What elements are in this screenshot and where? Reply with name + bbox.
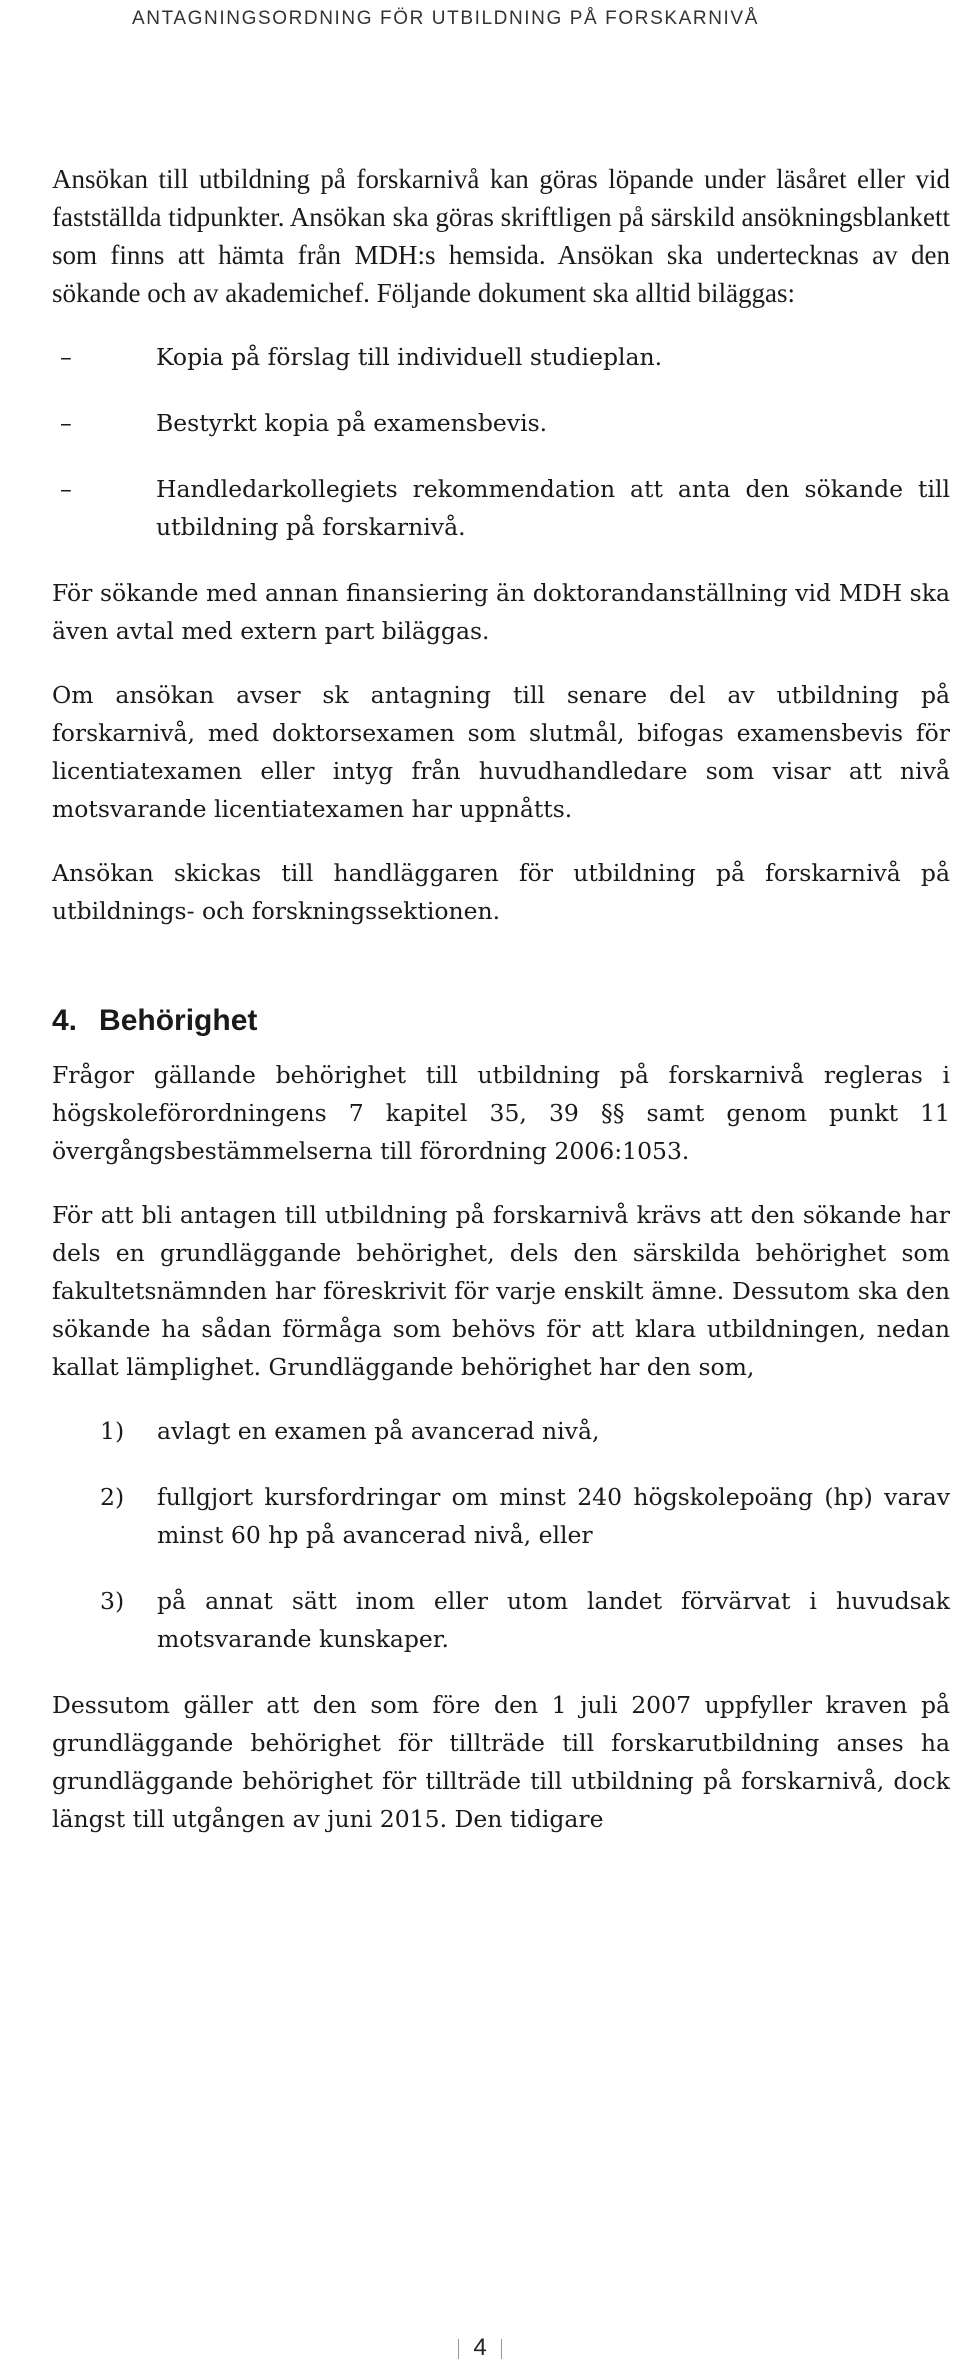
list-item-text: Kopia på förslag till individuell studieplan. [156, 343, 663, 371]
dash-marker: – [60, 475, 72, 503]
list-item [52, 338, 950, 376]
dash-marker: – [60, 343, 72, 371]
later-stage-paragraph: Om ansökan avser sk antagning till senare del av utbildning på forskarnivå, med doktorsexamen som slutmål, bifogas examensbevis för licentiatexamen eller intyg från huvudhandledare som visar att nivå motsvarande licentiatexamen har uppnåtts. [52, 681, 950, 823]
transition-paragraph: Dessutom gäller att den som före den 1 juli 2007 uppfyller kraven på grundläggande behörighet för tillträde till forskarutbildning anses ha grundläggande behörighet för tillträde till utbildning på forskarnivå, dock längst till utgången av juni 2015. Den tidigare [52, 1691, 950, 1833]
page-content [52, 160, 950, 1864]
list-item [52, 1582, 950, 1658]
dash-marker: – [60, 409, 72, 437]
regulation-paragraph: Frågor gällande behörighet till utbildning på forskarnivå regleras i högskoleförordningens 7 kapitel 35, 39 §§ samt genom punkt 11 övergångsbestämmelserna till förordning 2006:1053. [52, 1061, 950, 1165]
list-item-text: på annat sätt inom eller utom landet förvärvat i huvudsak motsvarande kunskaper. [157, 1587, 950, 1653]
list-item [52, 1478, 950, 1554]
section-heading [52, 1004, 950, 1038]
submission-paragraph: Ansökan skickas till handläggaren för utbildning på forskarnivå på utbildnings- och forskningssektionen. [52, 859, 950, 925]
list-item-text: Handledarkollegiets rekommendation att anta den sökande till utbildning på forskarnivå. [156, 475, 950, 541]
list-item [52, 470, 950, 546]
divider [458, 2339, 459, 2359]
page-footer [0, 2334, 960, 2362]
requirements-paragraph: För att bli antagen till utbildning på forskarnivå krävs att den sökande har dels en grundläggande behörighet, dels den särskilda behörighet som fakultetsnämnden har föreskrivit för varje enskilt ämne. Dessutom ska den sökande ha sådan förmåga som behövs för att klara utbildningen, nedan kallat lämplighet. Grundläggande behörighet har den som, [52, 1201, 950, 1381]
item-number: 2) [100, 1483, 125, 1511]
list-item-text: fullgjort kursfordringar om minst 240 högskolepoäng (hp) varav minst 60 hp på avancerad nivå, eller [157, 1483, 950, 1549]
criteria-list [52, 1412, 950, 1658]
running-header: ANTAGNINGSORDNING FÖR UTBILDNING PÅ FORSKARNIVÅ [132, 8, 759, 29]
section-title: Behörighet [99, 1004, 258, 1037]
section-number: 4. [52, 1004, 78, 1037]
list-item [52, 404, 950, 442]
list-item-text: Bestyrkt kopia på examensbevis. [156, 409, 548, 437]
divider [501, 2339, 502, 2359]
item-number: 3) [100, 1587, 125, 1615]
page-number: 4 [473, 2334, 487, 2361]
list-item [52, 1412, 950, 1450]
required-documents-list [52, 338, 950, 546]
external-funding-paragraph: För sökande med annan finansiering än doktorandanställning vid MDH ska även avtal med extern part biläggas. [52, 579, 950, 645]
list-item-text: avlagt en examen på avancerad nivå, [157, 1417, 600, 1445]
item-number: 1) [100, 1417, 125, 1445]
intro-paragraph: Ansökan till utbildning på forskarnivå kan göras löpande under läsåret eller vid fastställda tidpunkter. Ansökan ska göras skriftligen på särskild ansökningsblankett som finns att hämta från MDH:s hemsida. Ansökan ska undertecknas av den sökande och av akademichef. Följande dokument ska alltid biläggas: [52, 164, 950, 308]
